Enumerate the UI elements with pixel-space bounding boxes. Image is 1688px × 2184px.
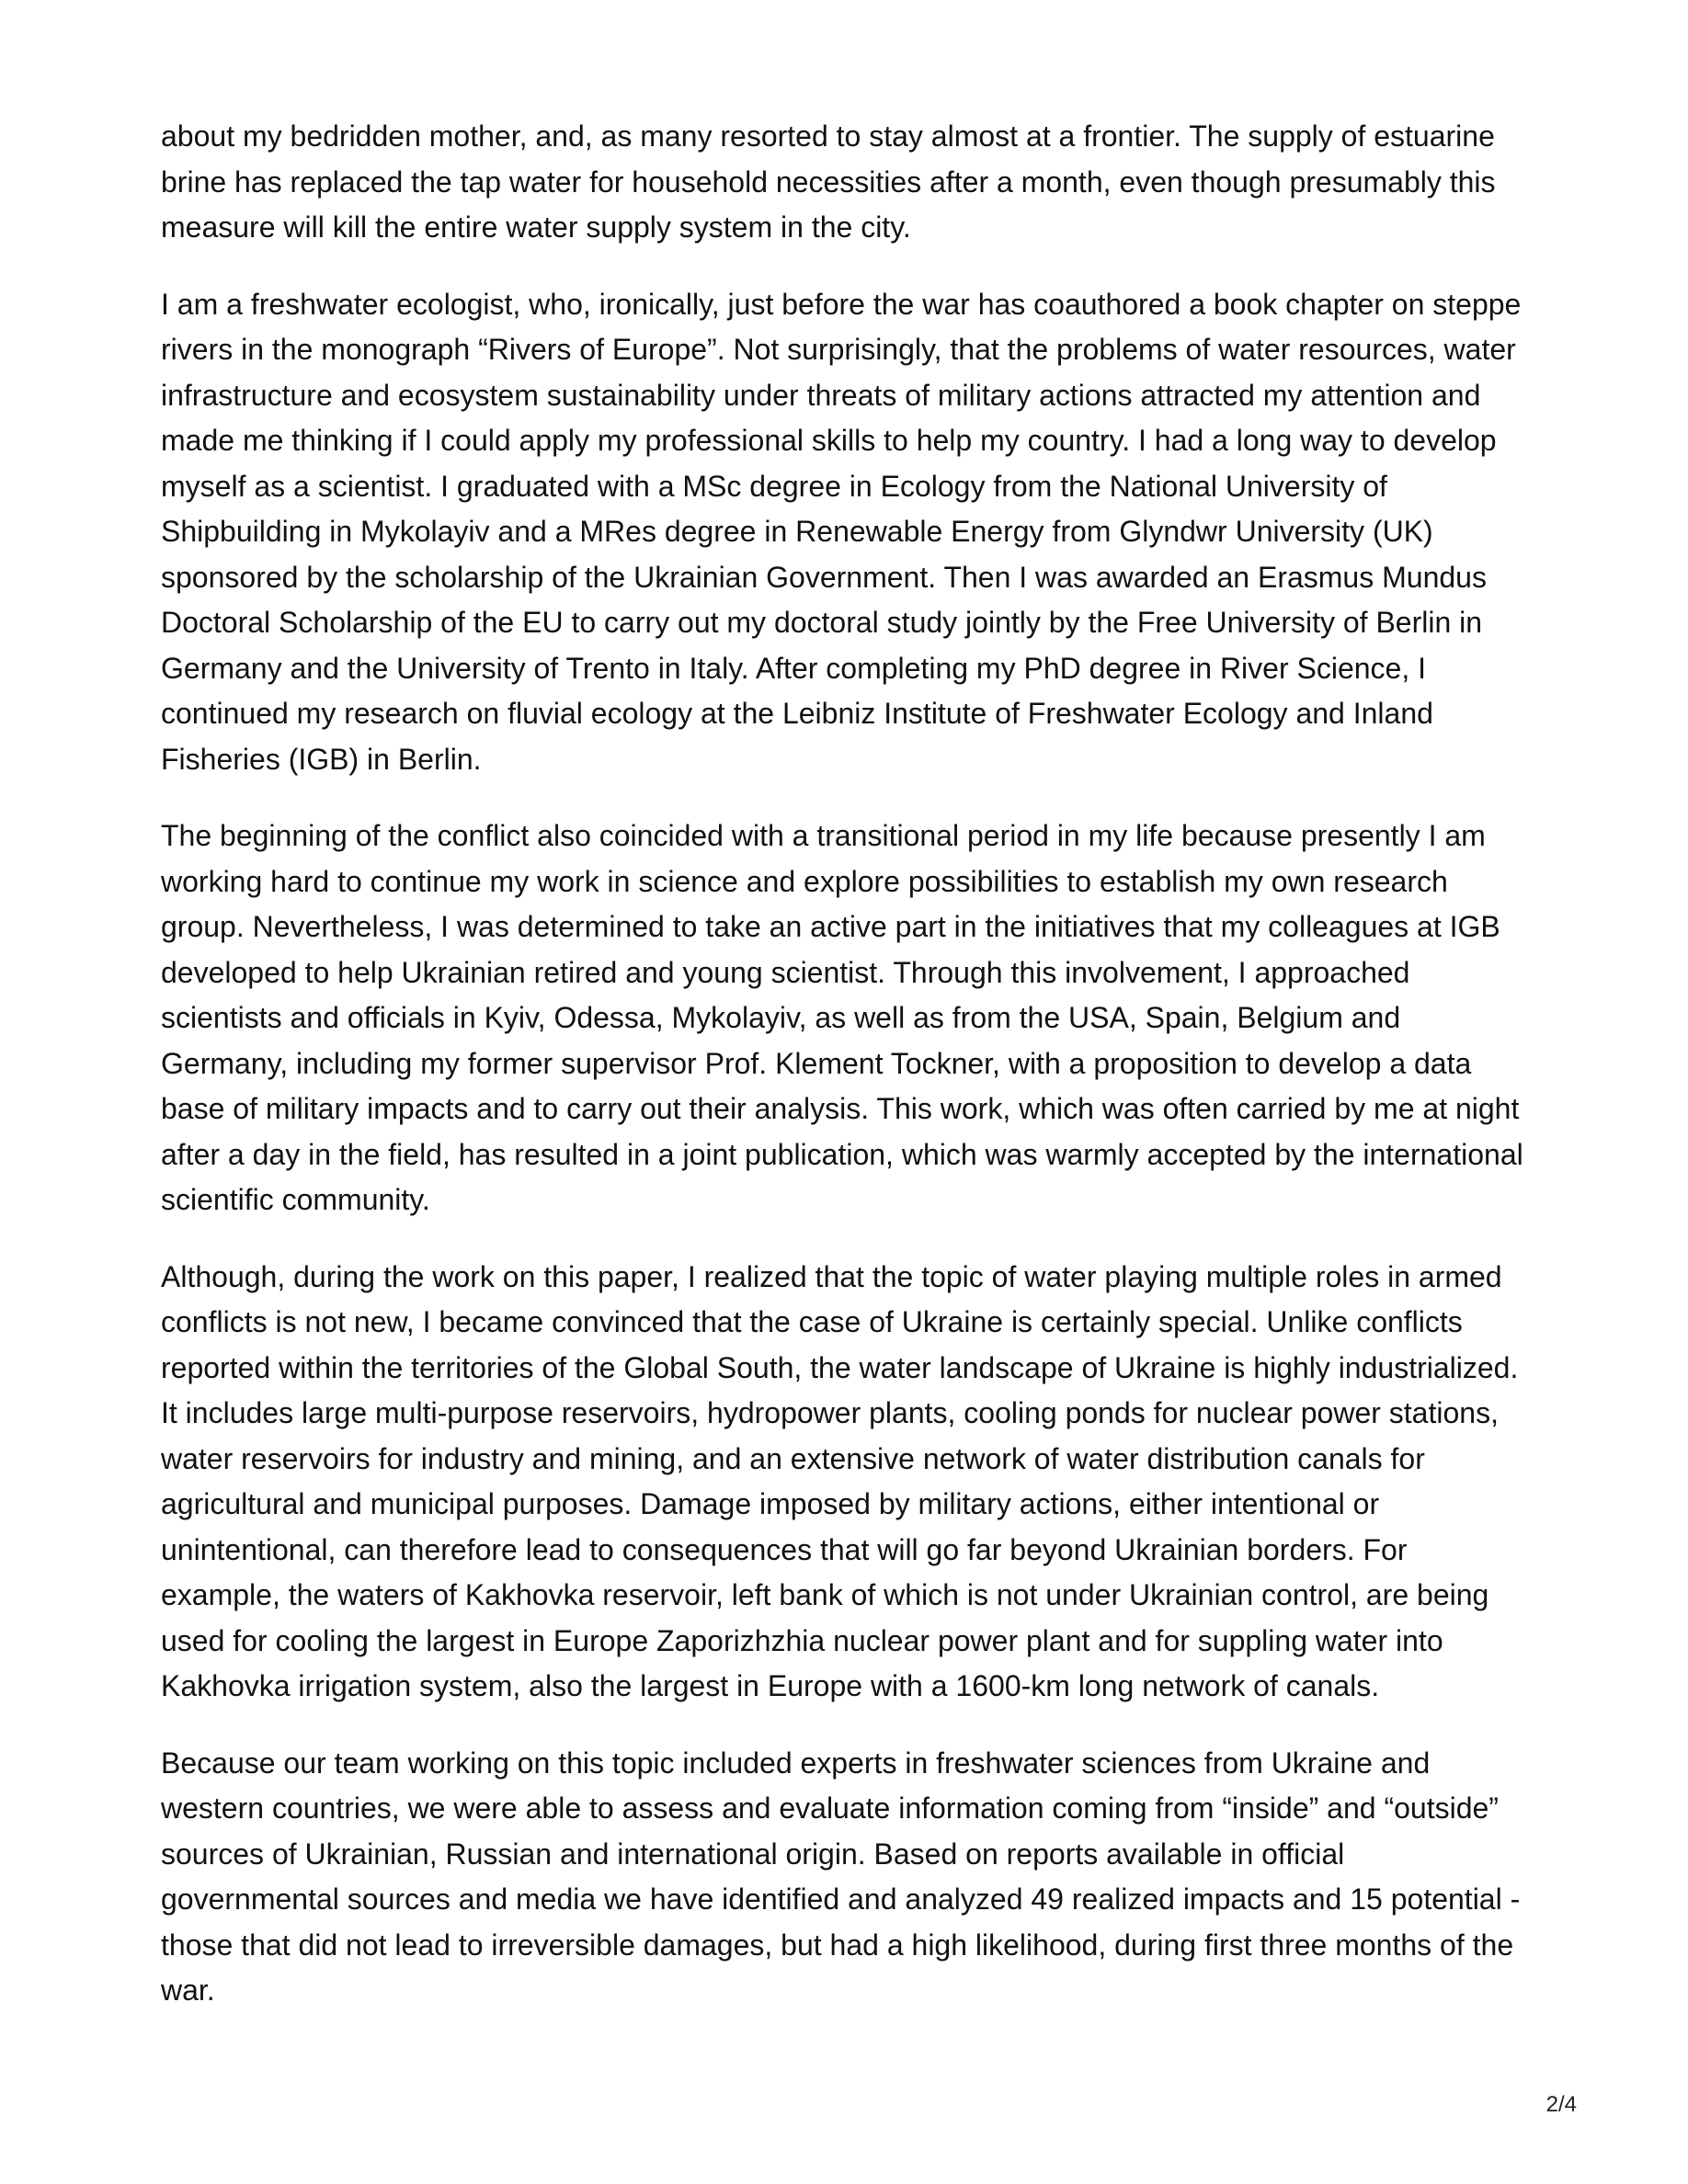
paragraph-1: about my bedridden mother, and, as many resorted to stay almost at a frontier. The supply of estuarine brine has replaced the tap water for household necessities after a month, even though presumably this measure will kill the entire water supply system in the city. [161, 119, 1496, 244]
paragraph-2: I am a freshwater ecologist, who, ironically, just before the war has coauthored a book chapter on steppe rivers in the monograph “Rivers of Europe”. Not surprisingly, that the problems of water resources, water infrastructure and ecosystem sustainability under threats of military actions attracted my attention and made me thinking if I could apply my professional skills to help my country. I had a long way to develop myself as a scientist. I graduated with a MSc degree in Ecology from the National University of Shipbuilding in Mykolayiv and a MRes degree in Renewable Energy from Glyndwr University (UK) sponsored by the scholarship of the Ukrainian Government. Then I was awarded an Erasmus Mundus Doctoral Scholarship of the EU to carry out my doctoral study jointly by the Free University of Berlin in Germany and the University of Trento in Italy. After completing my PhD degree in River Science, I continued my research on fluvial ecology at the Leibniz Institute of Freshwater Ecology and Inland Fisheries (IGB) in Berlin. [161, 287, 1522, 776]
paragraph-4: Although, during the work on this paper, I realized that the topic of water playing multiple roles in armed conflicts is not new, I became convinced that the case of Ukraine is certainly special. Unlike conflicts reported within the territories of the Global South, the water landscape of Ukraine is highly industrialized. It includes large multi-purpose reservoirs, hydropower plants, cooling ponds for nuclear power stations, water reservoirs for industry and mining, and an extensive network of water distribution canals for agricultural and municipal purposes. Damage imposed by military actions, either intentional or unintentional, can therefore lead to consequences that will go far beyond Ukrainian borders. For example, the waters of Kakhovka reservoir, left bank of which is not under Ukrainian control, are being used for cooling the largest in Europe Zaporizhzhia nuclear power plant and for suppling water into Kakhovka irrigation system, also the largest in Europe with a 1600-km long network of canals. [161, 1259, 1519, 1702]
page-number: 2/4 [1545, 2092, 1577, 2117]
document-body [161, 114, 1531, 2045]
paragraph-3: The beginning of the conflict also coincided with a transitional period in my life because presently I am working hard to continue my work in science and explore possibilities to establish my own research group. Nevertheless, I was determined to take an active part in the initiatives that my colleagues at IGB developed to help Ukrainian retired and young scientist. Through this involvement, I approached scientists and officials in Kyiv, Odessa, Mykolayiv, as well as from the USA, Spain, Belgium and Germany, including my former supervisor Prof. Klement Tockner, with a proposition to develop a data base of military impacts and to carry out their analysis. This work, which was often carried by me at night after a day in the field, has resulted in a joint publication, which was warmly accepted by the international scientific community. [161, 819, 1523, 1216]
paragraph-5: Because our team working on this topic included experts in freshwater sciences from Ukraine and western countries, we were able to assess and evaluate information coming from “inside” and “outside” sources of Ukrainian, Russian and international origin. Based on reports available in official governmental sources and media we have identified and analyzed 49 realized impacts and 15 potential - those that did not lead to irreversible damages, but had a high likelihood, during first three months of the war. [161, 1746, 1521, 2007]
